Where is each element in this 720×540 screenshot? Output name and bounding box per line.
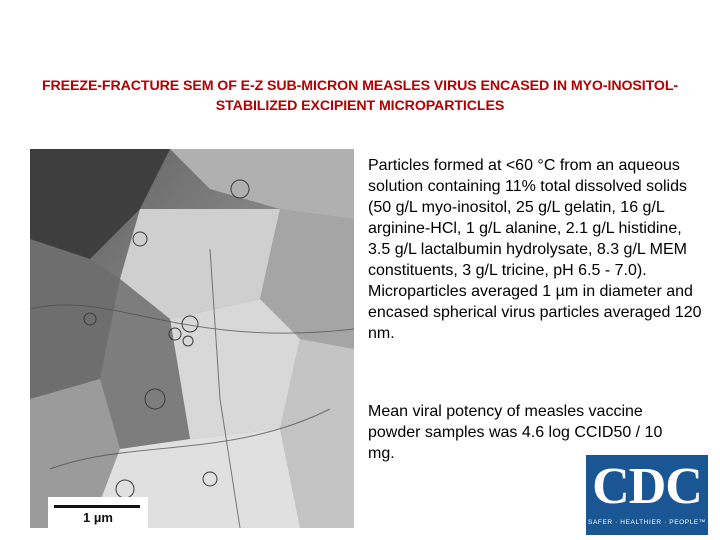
scale-bar-line	[54, 505, 140, 508]
slide-title: FREEZE-FRACTURE SEM OF E-Z SUB-MICRON MEASLES VIRUS ENCASED IN MYO-INOSITOL-STABILIZED EXCIPIENT MICROPARTICLES	[41, 78, 679, 114]
sem-micrograph-image	[30, 149, 354, 528]
scale-bar	[48, 497, 148, 528]
cdc-logo-letters: CDC	[592, 458, 702, 515]
cdc-logo	[586, 455, 708, 535]
scale-bar-label: 1 µm	[83, 510, 113, 525]
description-paragraph-composition: Particles formed at <60 °C from an aqueous solution containing 11% total dissolved solids (50 g/L myo-inositol, 25 g/L gelatin, 16 g/L arginine-HCl, 1 g/L alanine, 2.1 g/L histidine, 3.5 g/L lactalbumin hydrolysate, 8.3 g/L MEM constituents, 3 g/L tricine, pH 6.5 - 7.0). Microparticles averaged 1 µm in diameter and encased spherical virus particles averaged 120 nm.	[368, 157, 702, 342]
description-paragraph-potency: Mean viral potency of measles vaccine powder samples was 4.6 log CCID50 / 10 mg.	[368, 403, 663, 462]
micrograph-graphic	[30, 149, 354, 528]
cdc-logo-tagline: SAFER · HEALTHIER · PEOPLE™	[588, 519, 706, 526]
